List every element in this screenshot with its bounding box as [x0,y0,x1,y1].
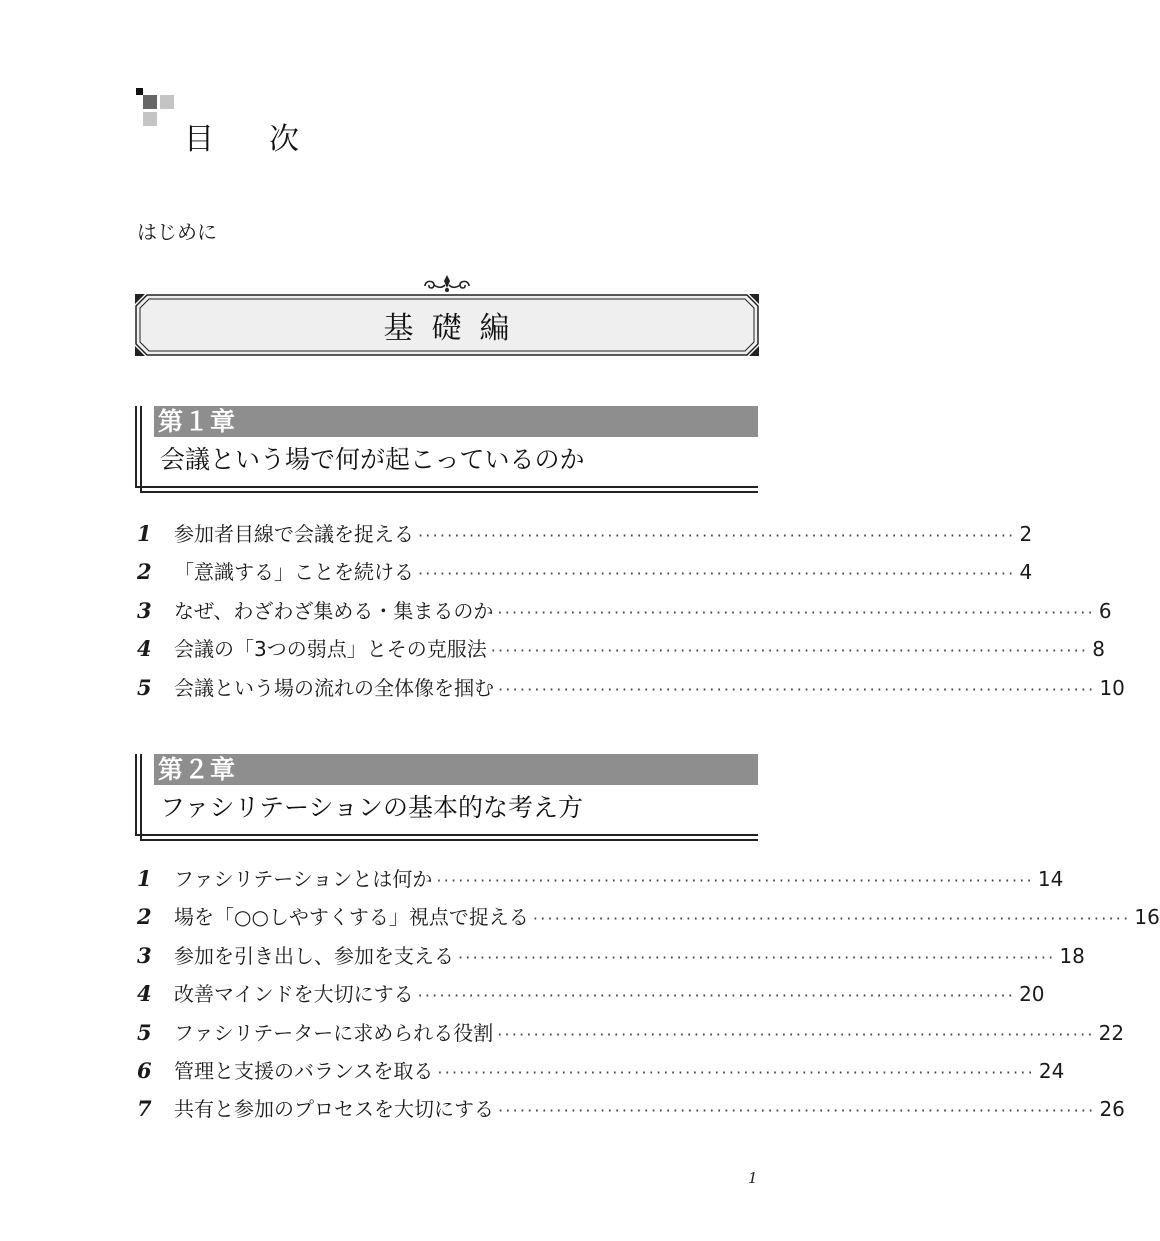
entry-number: 3 [137,942,152,968]
title-square-dark-icon [143,95,157,109]
chapter-1-toc [137,518,1125,710]
entry-page: 14 [1037,867,1064,891]
entry-number: 4 [137,636,152,662]
entry-page: 22 [1098,1020,1125,1045]
chapter-2-toc [137,863,1160,1132]
entry-number: 1 [137,521,152,546]
entry-title: 会議という場の流れの全体像を掴む [174,675,494,700]
entry-title: なぜ、わざわざ集める・集まるのか [174,598,494,623]
entry-title: 場を「○○しやすくする」視点で捉える [174,905,529,930]
entry-number: 2 [137,559,152,585]
chapter-heading-2 [135,754,758,842]
entry-page: 18 [1059,943,1085,968]
chapter-rule [135,834,758,836]
entry-page: 6 [1098,598,1112,623]
leader-dots: ·················································································· [436,871,1034,890]
leader-dots: ·················································································· [458,947,1056,967]
toc-entry[interactable] [137,595,1112,633]
toc-entry[interactable] [137,901,1160,939]
page-title: 目次 [184,122,354,157]
chapter-label: 第１章 [158,407,237,436]
chapter-label: 第２章 [158,755,237,784]
chapter-title: ファシリテーションの基本的な考え方 [160,793,584,822]
entry-number: 5 [137,674,152,700]
leader-dots: ·················································································· [490,641,1089,661]
chapter-band [154,406,758,437]
entry-number: 3 [137,597,152,623]
toc-entry[interactable] [137,1017,1125,1055]
chapter-rule [140,406,142,492]
entry-page: 26 [1099,1097,1125,1122]
toc-entry[interactable] [137,940,1085,978]
toc-entry[interactable] [137,518,1033,556]
toc-entry[interactable] [137,1093,1125,1131]
entry-number: 1 [137,866,152,891]
title-square-light2-icon [143,112,157,126]
entry-page: 16 [1134,905,1160,930]
toc-entry[interactable] [137,672,1125,710]
leader-dots: ·················································································· [498,1101,1096,1121]
page-number: 1 [748,1169,758,1187]
entry-title: 「意識する」ことを続ける [174,560,414,585]
entry-title: 会議の「3つの弱点」とその克服法 [174,637,487,662]
entry-title: 管理と支援のバランスを取る [174,1058,434,1083]
entry-number: 5 [137,1019,152,1045]
leader-dots: ·················································································· [497,602,1095,622]
title-square-light-icon [160,95,174,109]
entry-number: 2 [137,904,152,930]
leader-dots: ·················································································· [418,564,1016,584]
toc-entry[interactable] [137,556,1033,594]
chapter-rule [135,406,137,488]
entry-title: 参加者目線で会議を捉える [174,522,414,546]
toc-entry[interactable] [137,863,1064,901]
entry-page: 8 [1092,637,1105,662]
chapter-band [154,754,758,785]
leader-dots: ·················································································· [417,986,1016,1006]
leader-dots: ·················································································· [532,909,1131,929]
toc-entry[interactable] [137,1055,1065,1093]
leader-dots: ·················································································· [437,1062,1035,1082]
entry-page: 20 [1019,982,1045,1007]
intro-entry: はじめに [137,220,217,244]
entry-title: 共有と参加のプロセスを大切にする [174,1097,494,1122]
entry-title: 改善マインドを大切にする [174,982,414,1007]
entry-page: 24 [1038,1058,1065,1083]
entry-title: 参加を引き出し、参加を支える [174,943,454,968]
chapter-title: 会議という場で何が起こっているのか [160,445,585,474]
leader-dots: ·················································································· [497,1024,1095,1044]
entry-page: 10 [1099,675,1125,700]
title-square-small-icon [136,88,143,95]
entry-number: 4 [137,981,152,1007]
entry-title: ファシリテーションとは何か [174,867,433,891]
chapter-rule [135,486,758,488]
entry-page: 4 [1019,560,1033,585]
leader-dots: ·················································································· [498,679,1096,699]
chapter-rule [140,839,758,841]
entry-number: 6 [137,1057,152,1083]
chapter-rule [135,754,137,836]
entry-number: 7 [137,1096,152,1122]
toc-entry[interactable] [137,633,1105,671]
entry-title: ファシリテーターに求められる役割 [174,1020,494,1045]
chapter-rule [140,491,758,493]
ornament-icon [422,272,472,294]
leader-dots: ·················································································· [418,526,1016,545]
entry-page: 2 [1019,522,1033,546]
toc-entry[interactable] [137,978,1045,1016]
part-title: 基礎編 [383,311,528,346]
chapter-heading-1 [135,406,758,494]
chapter-rule [140,754,142,840]
